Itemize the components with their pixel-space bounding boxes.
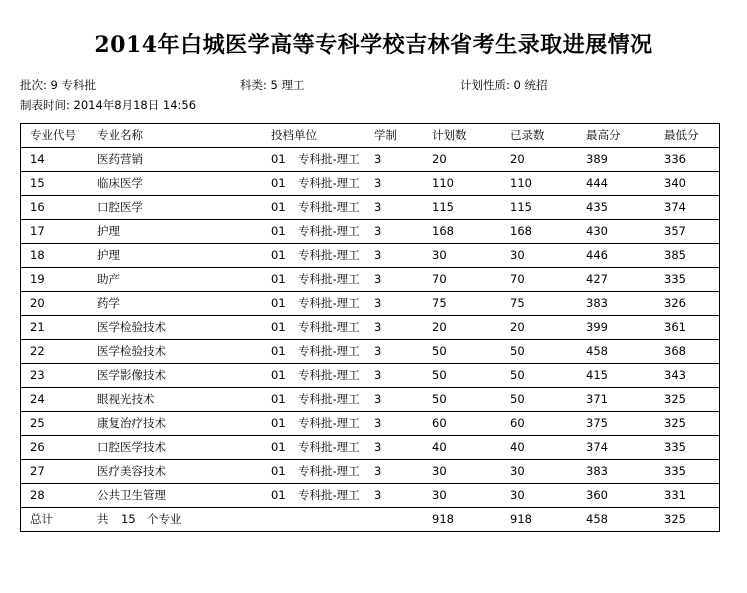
cell-admitted: 70 bbox=[510, 272, 525, 286]
table-row bbox=[21, 292, 719, 316]
cell-code: 26 bbox=[30, 440, 45, 454]
cell-plan: 30 bbox=[432, 488, 447, 502]
cell-max: 371 bbox=[586, 392, 608, 406]
cell-unit-name: 专科批-理工 bbox=[298, 488, 360, 502]
cell-min: 357 bbox=[664, 224, 686, 238]
total-gong: 共 bbox=[97, 512, 109, 526]
cell-admitted: 168 bbox=[510, 224, 532, 238]
batch-info: 批次: 9 专科批 bbox=[20, 78, 97, 92]
cell-min: 335 bbox=[664, 464, 686, 478]
header-code: 专业代号 bbox=[30, 128, 76, 142]
cell-plan: 168 bbox=[432, 224, 454, 238]
cell-unit-name: 专科批-理工 bbox=[298, 320, 360, 334]
cell-plan: 30 bbox=[432, 248, 447, 262]
cell-code: 27 bbox=[30, 464, 45, 478]
cell-max: 446 bbox=[586, 248, 608, 262]
cell-unit-name: 专科批-理工 bbox=[298, 464, 360, 478]
cell-code: 20 bbox=[30, 296, 45, 310]
cell-unit-code: 01 bbox=[271, 464, 286, 478]
table-row bbox=[21, 388, 719, 412]
cell-name: 医药营销 bbox=[97, 152, 143, 166]
cell-max: 430 bbox=[586, 224, 608, 238]
cell-admitted: 30 bbox=[510, 488, 525, 502]
cell-unit-name: 专科批-理工 bbox=[298, 392, 360, 406]
cell-name: 眼视光技术 bbox=[97, 392, 155, 406]
cell-min: 340 bbox=[664, 176, 686, 190]
total-count: 15 bbox=[121, 512, 136, 526]
cell-plan: 30 bbox=[432, 464, 447, 478]
cell-plan: 110 bbox=[432, 176, 454, 190]
cell-admitted: 20 bbox=[510, 152, 525, 166]
cell-unit-name: 专科批-理工 bbox=[298, 224, 360, 238]
table-row bbox=[21, 316, 719, 340]
plan-nature-info: 计划性质: 0 统招 bbox=[460, 78, 548, 92]
cell-unit-code: 01 bbox=[271, 392, 286, 406]
table-total-row bbox=[21, 508, 719, 531]
cell-max: 375 bbox=[586, 416, 608, 430]
table-body bbox=[21, 148, 719, 508]
cell-name: 公共卫生管理 bbox=[97, 488, 166, 502]
cell-system: 3 bbox=[374, 464, 382, 478]
cell-code: 17 bbox=[30, 224, 45, 238]
cell-system: 3 bbox=[374, 200, 382, 214]
cell-min: 336 bbox=[664, 152, 686, 166]
cell-unit-name: 专科批-理工 bbox=[298, 416, 360, 430]
cell-code: 21 bbox=[30, 320, 45, 334]
cell-code: 23 bbox=[30, 368, 45, 382]
header-max: 最高分 bbox=[586, 128, 621, 142]
cell-name: 护理 bbox=[97, 248, 120, 262]
cell-name: 医学检验技术 bbox=[97, 320, 166, 334]
cell-name: 助产 bbox=[97, 272, 120, 286]
total-label: 总计 bbox=[30, 512, 53, 526]
cell-unit-code: 01 bbox=[271, 296, 286, 310]
cell-unit-code: 01 bbox=[271, 152, 286, 166]
cell-unit-name: 专科批-理工 bbox=[298, 296, 360, 310]
cell-min: 325 bbox=[664, 392, 686, 406]
cell-system: 3 bbox=[374, 296, 382, 310]
cell-system: 3 bbox=[374, 152, 382, 166]
made-time-info: 制表时间: 2014年8月18日 14:56 bbox=[20, 98, 197, 112]
table-row bbox=[21, 220, 719, 244]
cell-code: 28 bbox=[30, 488, 45, 502]
cell-unit-name: 专科批-理工 bbox=[298, 368, 360, 382]
cell-admitted: 20 bbox=[510, 320, 525, 334]
cell-max: 383 bbox=[586, 464, 608, 478]
cell-unit-name: 专科批-理工 bbox=[298, 440, 360, 454]
total-min: 325 bbox=[664, 512, 686, 526]
cell-system: 3 bbox=[374, 176, 382, 190]
cell-min: 343 bbox=[664, 368, 686, 382]
cell-max: 444 bbox=[586, 176, 608, 190]
cell-unit-name: 专科批-理工 bbox=[298, 272, 360, 286]
cell-admitted: 110 bbox=[510, 176, 532, 190]
table-row bbox=[21, 460, 719, 484]
cell-min: 325 bbox=[664, 416, 686, 430]
cell-plan: 40 bbox=[432, 440, 447, 454]
cell-system: 3 bbox=[374, 368, 382, 382]
total-admitted: 918 bbox=[510, 512, 532, 526]
cell-max: 399 bbox=[586, 320, 608, 334]
cell-system: 3 bbox=[374, 392, 382, 406]
cell-unit-code: 01 bbox=[271, 320, 286, 334]
cell-name: 康复治疗技术 bbox=[97, 416, 166, 430]
cell-admitted: 60 bbox=[510, 416, 525, 430]
cell-plan: 115 bbox=[432, 200, 454, 214]
table-row bbox=[21, 412, 719, 436]
cell-plan: 20 bbox=[432, 320, 447, 334]
cell-admitted: 50 bbox=[510, 392, 525, 406]
cell-unit-code: 01 bbox=[271, 248, 286, 262]
cell-min: 326 bbox=[664, 296, 686, 310]
cell-code: 25 bbox=[30, 416, 45, 430]
cell-unit-name: 专科批-理工 bbox=[298, 176, 360, 190]
cell-system: 3 bbox=[374, 488, 382, 502]
cell-name: 口腔医学技术 bbox=[97, 440, 166, 454]
cell-max: 458 bbox=[586, 344, 608, 358]
table-row bbox=[21, 340, 719, 364]
table-row bbox=[21, 364, 719, 388]
cell-name: 口腔医学 bbox=[97, 200, 143, 214]
cell-min: 385 bbox=[664, 248, 686, 262]
cell-unit-code: 01 bbox=[271, 176, 286, 190]
cell-code: 16 bbox=[30, 200, 45, 214]
cell-admitted: 115 bbox=[510, 200, 532, 214]
cell-code: 19 bbox=[30, 272, 45, 286]
cell-system: 3 bbox=[374, 224, 382, 238]
header-min: 最低分 bbox=[664, 128, 699, 142]
cell-unit-code: 01 bbox=[271, 416, 286, 430]
cell-unit-name: 专科批-理工 bbox=[298, 152, 360, 166]
total-unit: 个专业 bbox=[147, 512, 182, 526]
cell-plan: 20 bbox=[432, 152, 447, 166]
cell-system: 3 bbox=[374, 440, 382, 454]
cell-unit-name: 专科批-理工 bbox=[298, 248, 360, 262]
table-row bbox=[21, 484, 719, 508]
cell-min: 361 bbox=[664, 320, 686, 334]
cell-plan: 50 bbox=[432, 344, 447, 358]
cell-unit-code: 01 bbox=[271, 440, 286, 454]
page-title: 2014年白城医学高等专科学校吉林省考生录取进展情况 bbox=[94, 32, 653, 58]
table-row bbox=[21, 196, 719, 220]
cell-max: 383 bbox=[586, 296, 608, 310]
cell-max: 427 bbox=[586, 272, 608, 286]
cell-min: 368 bbox=[664, 344, 686, 358]
cell-max: 435 bbox=[586, 200, 608, 214]
header-plan: 计划数 bbox=[432, 128, 467, 142]
cell-unit-code: 01 bbox=[271, 272, 286, 286]
header-admitted: 已录数 bbox=[510, 128, 545, 142]
cell-min: 374 bbox=[664, 200, 686, 214]
cell-max: 374 bbox=[586, 440, 608, 454]
cell-name: 药学 bbox=[97, 296, 120, 310]
cell-unit-name: 专科批-理工 bbox=[298, 344, 360, 358]
cell-admitted: 30 bbox=[510, 248, 525, 262]
category-info: 科类: 5 理工 bbox=[240, 78, 305, 92]
cell-admitted: 50 bbox=[510, 344, 525, 358]
header-unit: 投档单位 bbox=[271, 128, 317, 142]
cell-name: 医疗美容技术 bbox=[97, 464, 166, 478]
cell-system: 3 bbox=[374, 248, 382, 262]
cell-name: 护理 bbox=[97, 224, 120, 238]
cell-unit-code: 01 bbox=[271, 488, 286, 502]
cell-name: 医学检验技术 bbox=[97, 344, 166, 358]
cell-unit-code: 01 bbox=[271, 344, 286, 358]
admission-table bbox=[20, 123, 720, 532]
header-system: 学制 bbox=[374, 128, 397, 142]
table-row bbox=[21, 148, 719, 172]
header-name: 专业名称 bbox=[97, 128, 143, 142]
cell-admitted: 40 bbox=[510, 440, 525, 454]
cell-admitted: 50 bbox=[510, 368, 525, 382]
cell-code: 15 bbox=[30, 176, 45, 190]
cell-system: 3 bbox=[374, 416, 382, 430]
cell-system: 3 bbox=[374, 272, 382, 286]
table-row bbox=[21, 268, 719, 292]
cell-min: 335 bbox=[664, 440, 686, 454]
cell-unit-code: 01 bbox=[271, 224, 286, 238]
cell-system: 3 bbox=[374, 320, 382, 334]
cell-system: 3 bbox=[374, 344, 382, 358]
cell-plan: 70 bbox=[432, 272, 447, 286]
cell-code: 22 bbox=[30, 344, 45, 358]
cell-name: 临床医学 bbox=[97, 176, 143, 190]
cell-unit-code: 01 bbox=[271, 368, 286, 382]
cell-min: 335 bbox=[664, 272, 686, 286]
cell-max: 360 bbox=[586, 488, 608, 502]
total-plan: 918 bbox=[432, 512, 454, 526]
table-header-row bbox=[21, 124, 719, 148]
table-row bbox=[21, 436, 719, 460]
cell-unit-code: 01 bbox=[271, 200, 286, 214]
cell-name: 医学影像技术 bbox=[97, 368, 166, 382]
cell-admitted: 30 bbox=[510, 464, 525, 478]
total-max: 458 bbox=[586, 512, 608, 526]
cell-min: 331 bbox=[664, 488, 686, 502]
cell-plan: 60 bbox=[432, 416, 447, 430]
table-row bbox=[21, 244, 719, 268]
cell-max: 389 bbox=[586, 152, 608, 166]
cell-plan: 50 bbox=[432, 392, 447, 406]
cell-plan: 50 bbox=[432, 368, 447, 382]
cell-code: 18 bbox=[30, 248, 45, 262]
cell-plan: 75 bbox=[432, 296, 447, 310]
table-row bbox=[21, 172, 719, 196]
cell-code: 24 bbox=[30, 392, 45, 406]
cell-unit-name: 专科批-理工 bbox=[298, 200, 360, 214]
cell-code: 14 bbox=[30, 152, 45, 166]
cell-admitted: 75 bbox=[510, 296, 525, 310]
cell-max: 415 bbox=[586, 368, 608, 382]
